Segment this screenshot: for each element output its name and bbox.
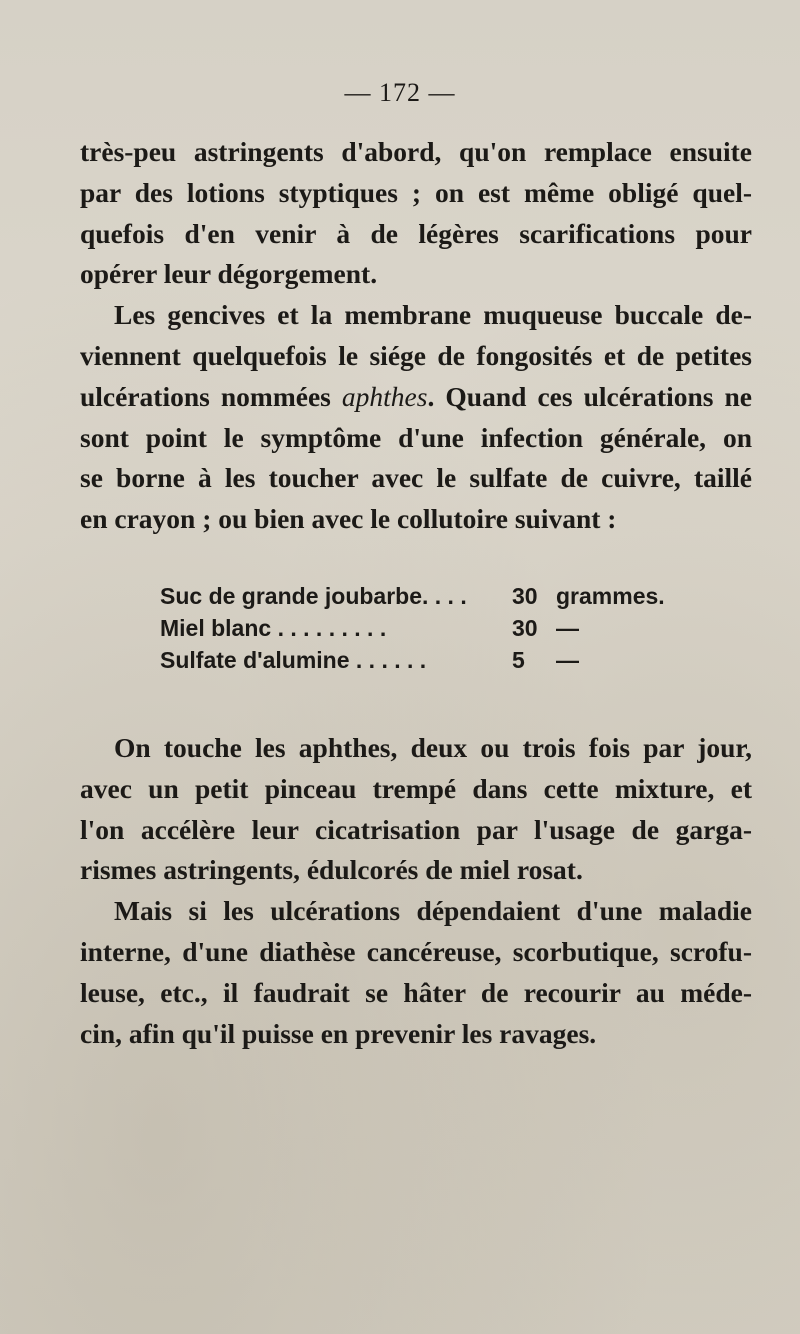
text-line: en crayon ; ou bien avec le collutoire suivant : [80, 503, 617, 535]
text-line: se borne à les toucher avec le sulfate de cuivre, taillé [80, 462, 752, 494]
recipe-row [160, 612, 665, 644]
recipe-table [160, 580, 665, 676]
paragraph-2 [80, 295, 752, 540]
emphasized-term: aphthes [341, 380, 428, 412]
body-text-top [80, 132, 752, 540]
text-line: Les gencives et la membrane muqueuse buccale de- [114, 299, 752, 331]
text-line-with-emphasis [80, 377, 752, 418]
ingredient-name: Sulfate d'alumine . . . . . . [160, 647, 427, 673]
ingredient-quantity: 30 [512, 615, 538, 641]
text-line: avec un petit pinceau trempé dans cette mixture, et [80, 772, 752, 804]
text-line: très-peu astringents d'abord, qu'on remplace ensuite [80, 136, 752, 167]
text-line: opérer leur dégorgement. [80, 258, 378, 290]
ingredient-name: Suc de grande joubarbe. . . . [160, 583, 467, 609]
paragraph-3 [80, 728, 752, 891]
text-line: cin, afin qu'il puisse en prevenir les ravages. [80, 1017, 597, 1049]
paragraph-1 [80, 132, 752, 295]
recipe-row [160, 644, 665, 676]
recipe-row [160, 580, 665, 612]
ingredient-name: Miel blanc . . . . . . . . . [160, 615, 387, 641]
text-line: leuse, etc., il faudrait se hâter de recourir au méde- [80, 976, 752, 1008]
text-line: par des lotions styptiques ; on est même obligé quel- [80, 176, 752, 208]
ingredient-unit: — [556, 615, 579, 641]
text-line: sont point le symptôme d'une infection générale, on [80, 421, 752, 453]
text-line: Mais si les ulcérations dépendaient d'une maladie [114, 895, 752, 927]
ingredient-unit: — [556, 647, 579, 673]
ingredient-unit: grammes. [556, 583, 665, 609]
text-line: rismes astringents, édulcorés de miel rosat. [80, 854, 583, 886]
text-line: On touche les aphthes, deux ou trois fois par jour, [114, 732, 752, 763]
body-text-bottom [80, 728, 752, 1054]
page-number: — 172 — [344, 78, 456, 107]
text-segment: . Quand ces ulcérations ne [427, 380, 752, 412]
ingredient-quantity: 30 [512, 583, 538, 609]
text-line: interne, d'une diathèse cancéreuse, scorbutique, scrofu- [80, 935, 752, 967]
paragraph-4 [80, 891, 752, 1054]
text-segment: ulcérations nommées [80, 380, 342, 412]
text-line: l'on accélère leur cicatrisation par l'usage de garga- [80, 813, 752, 845]
text-line: viennent quelquefois le siége de fongosités et de petites [80, 339, 752, 371]
ingredient-quantity: 5 [512, 647, 525, 673]
text-line: quefois d'en venir à de légères scarifications pour [80, 217, 752, 249]
